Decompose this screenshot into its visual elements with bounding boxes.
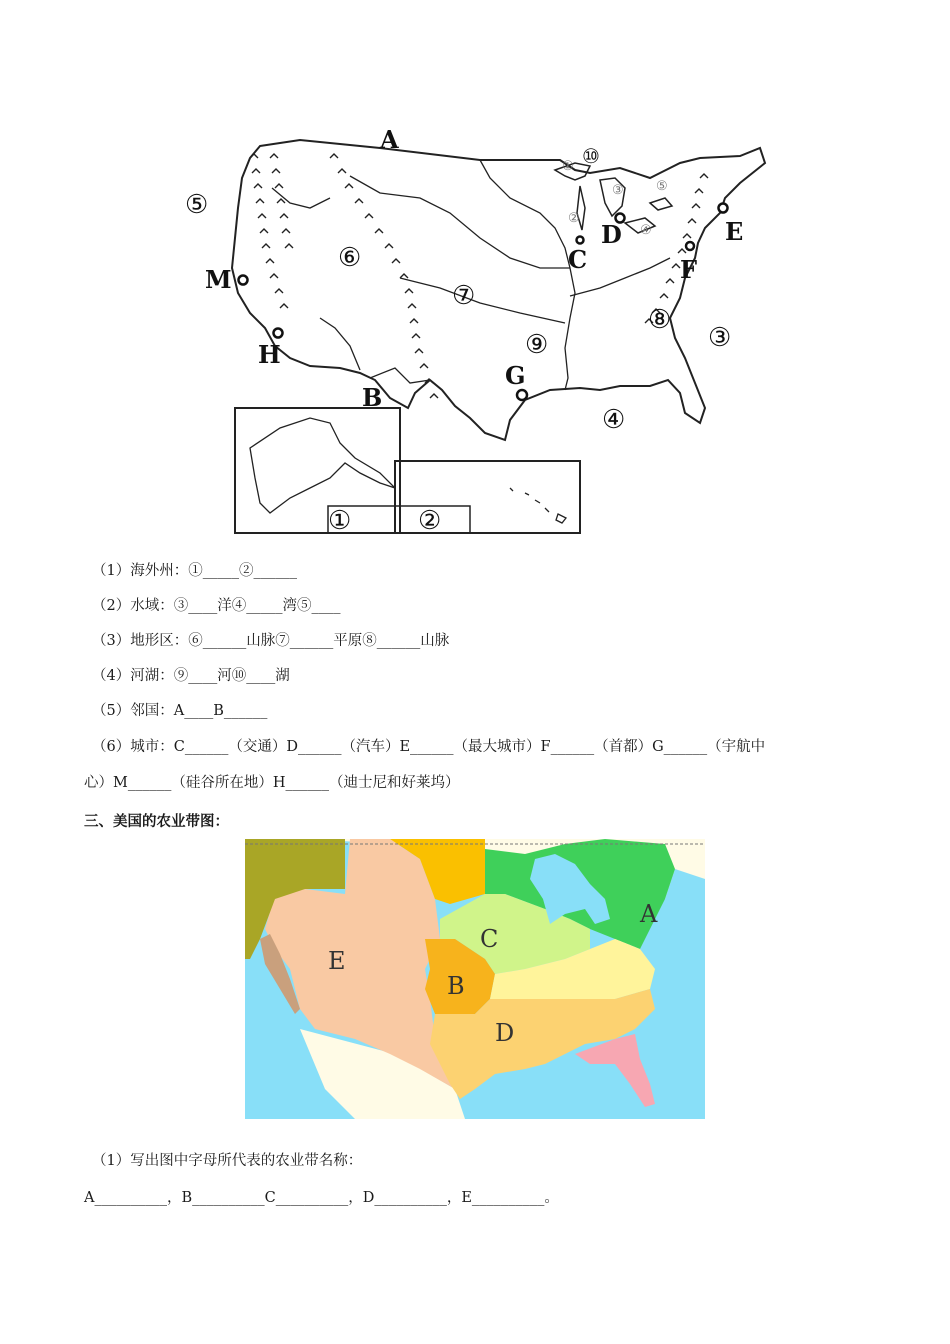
city-e-marker <box>719 204 728 213</box>
question-1-6-cont: 心）M______（硅谷所在地）H______（迪士尼和好莱坞） <box>84 775 460 791</box>
label-small-n2: ② <box>568 211 580 226</box>
city-f-marker <box>686 242 694 250</box>
label-n6: ⑥ <box>338 243 362 273</box>
label-small-n4: ④ <box>640 223 652 238</box>
label-c: C <box>568 245 588 274</box>
agriculture-belt-map <box>245 839 705 1119</box>
label-f: F <box>680 255 698 284</box>
label-n4: ④ <box>602 405 626 435</box>
label-n8: ⑧ <box>648 305 672 335</box>
section-3-title: 三、美国的农业带图： <box>84 813 229 830</box>
snake-river <box>272 188 330 208</box>
us-border <box>232 140 765 440</box>
city-h-marker <box>274 329 283 338</box>
label-n5: ⑤ <box>185 190 209 220</box>
city-c-marker <box>577 237 584 244</box>
label-n3: ③ <box>708 323 732 353</box>
alaska-outline <box>250 418 395 513</box>
label-d: D <box>601 220 622 249</box>
label-b: B <box>362 383 383 412</box>
map2-label-e: E <box>328 947 346 975</box>
hawaii-islands <box>510 488 566 523</box>
appalachian-mountains <box>645 174 708 323</box>
missouri-river <box>350 176 570 268</box>
question-1-4: （4）河湖：⑨____河⑩____湖 <box>92 668 290 684</box>
arkansas-river <box>400 278 565 323</box>
map2-label-d: D <box>495 1019 515 1047</box>
question-1-3: （3）地形区：⑥______山脉⑦______平原⑧______山脉 <box>92 633 450 649</box>
city-m-marker <box>239 276 248 285</box>
question-2-answers: A__________，B__________C__________，D__________，E__________。 <box>84 1190 559 1206</box>
label-a: A <box>380 125 399 154</box>
label-small-n5: ⑤ <box>656 179 668 194</box>
us-outline-map <box>180 118 780 543</box>
question-1-1: （1）海外州：①_____②______ <box>92 563 297 579</box>
question-1-6: （6）城市：C______（交通）D______（汽车）E______（最大城市）F______（首都）G______（宇航中 <box>92 739 766 755</box>
coastal-mountains <box>250 154 293 308</box>
label-n9: ⑨ <box>525 330 549 360</box>
question-1-5: （5）邻国：A____B______ <box>92 703 268 719</box>
label-small-n1: ① <box>562 159 574 174</box>
map2-label-b: B <box>447 972 465 1000</box>
label-m: M <box>205 265 232 294</box>
label-n2: ② <box>418 506 442 536</box>
city-g-marker <box>517 390 527 400</box>
label-n10: ⑩ <box>582 144 600 168</box>
rocky-mountains <box>330 154 438 398</box>
label-small-n3: ③ <box>612 183 624 198</box>
label-e: E <box>725 217 744 246</box>
question-2-1: （1）写出图中字母所代表的农业带名称： <box>92 1153 363 1169</box>
rio-grande <box>370 368 430 383</box>
map2-label-c: C <box>480 925 499 953</box>
map2-label-a: A <box>640 900 658 928</box>
label-n7: ⑦ <box>452 281 476 311</box>
label-h: H <box>258 340 281 369</box>
label-g: G <box>505 361 526 390</box>
label-n1: ① <box>328 506 352 536</box>
question-1-2: （2）水域：③____洋④_____湾⑤____ <box>92 598 341 614</box>
colorado-river <box>320 318 360 370</box>
